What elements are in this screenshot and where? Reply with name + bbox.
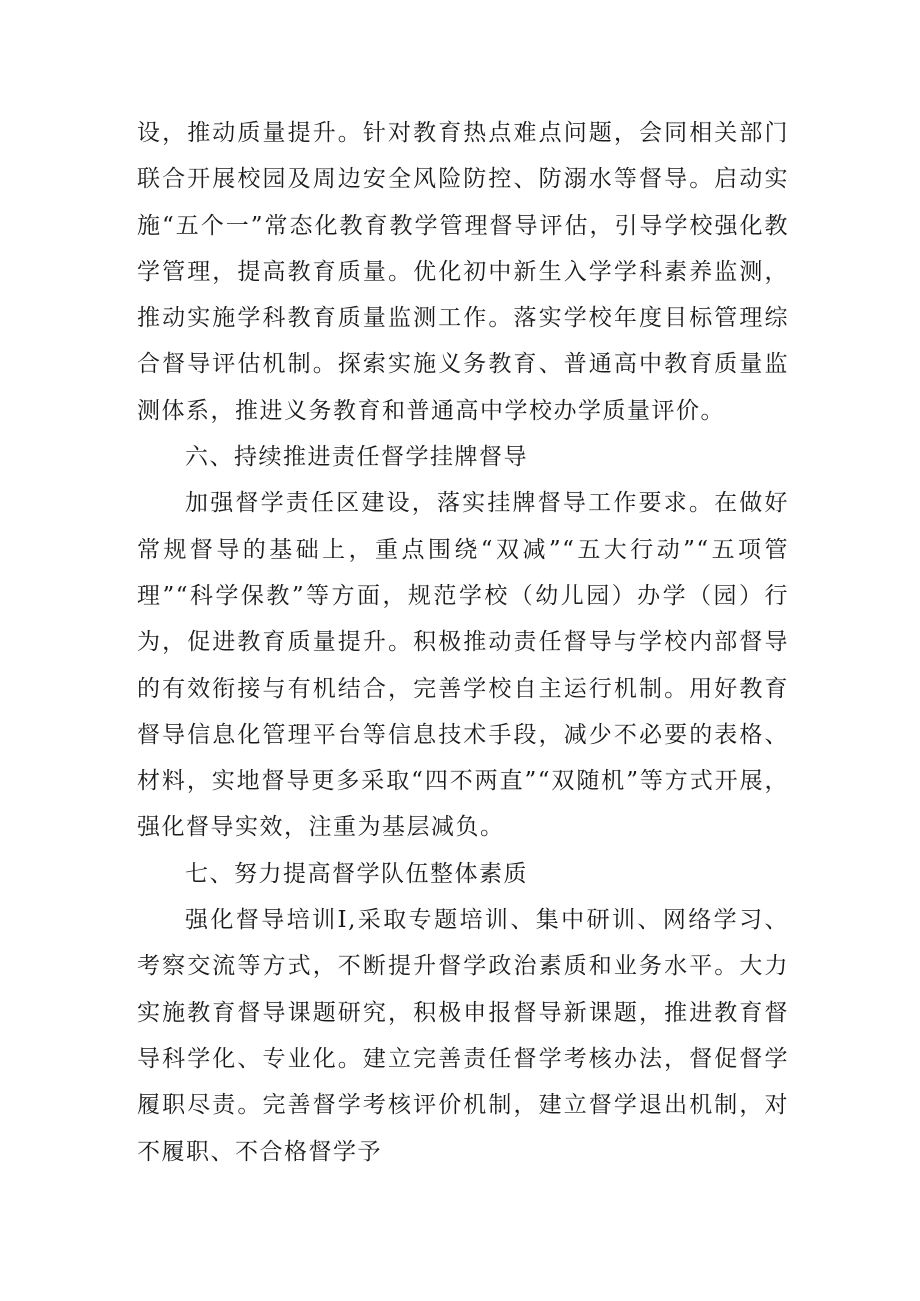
section-heading-6: 六、持续推进责任督学挂牌督导 bbox=[185, 444, 528, 471]
paragraph-section-7: 强化督导培训I,采取专题培训、集中研训、网络学习、考察交流等方式，不断提升督学政治素质和业务水平。大力实施教育督导课题研究，积极申报督导新课题，推进教育督导科学化、专业化。建立完善责任督学考核办法，督促督学履职尽责。完善督学考核评价机制，建立督学退出机制，对不履职、不合格督学予 bbox=[137, 907, 789, 1165]
paragraph-section-6: 加强督学责任区建设，落实挂牌督导工作要求。在做好常规督导的基础上，重点围绕“双减”“五大行动”“五项管理”“科学保教”等方面，规范学校（幼儿园）办学（园）行为，促进教育质量提升。积极推动责任督导与学校内部督导的有效衔接与有机结合，完善学校自主运行机制。用好教育督导信息化管理平台等信息技术手段，减少不必要的表格、材料，实地督导更多采取“四不两直”“双随机”等方式开展，强化督导实效，注重为基层减负。 bbox=[137, 490, 789, 841]
document-body bbox=[137, 110, 789, 1175]
paragraph-continuation: 设，推动质量提升。针对教育热点难点问题，会同相关部门联合开展校园及周边安全风险防控、防溺水等督导。启动实施“五个一”常态化教育教学管理督导评估，引导学校强化教学管理，提高教育质量。优化初中新生入学学科素养监测，推动实施学科教育质量监测工作。落实学校年度目标管理综合督导评估机制。探索实施义务教育、普通高中教育质量监测体系，推进义务教育和普通高中学校办学质量评价。 bbox=[137, 120, 789, 424]
section-heading-7: 七、努力提高督学队伍整体素质 bbox=[185, 860, 528, 887]
